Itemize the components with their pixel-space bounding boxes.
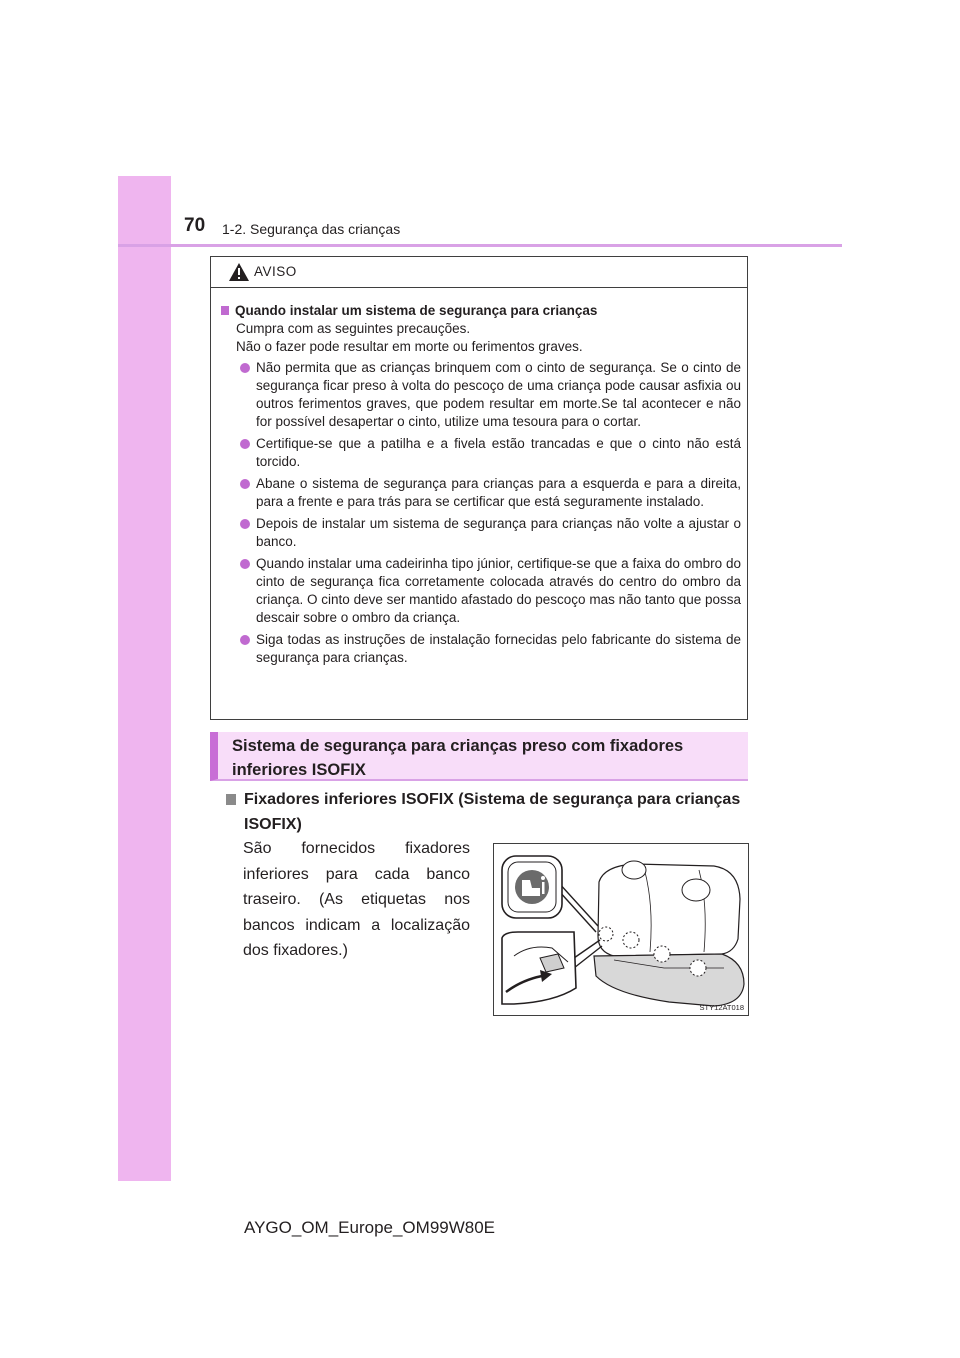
isofix-section-band (210, 732, 748, 781)
warning-heading (221, 302, 741, 320)
sidebar-tab (118, 176, 171, 1181)
warning-triangle-icon (228, 262, 250, 282)
isofix-seat-illustration (493, 843, 749, 1016)
list-item (240, 435, 741, 471)
list-item-text: Certifique-se que a patilha e a fivela estão trancadas e que o cinto não está torcido. (256, 436, 741, 469)
warning-heading-text: Quando instalar um sistema de segurança para crianças (235, 303, 598, 318)
list-item-text: Abane o sistema de segurança para crianças para a esquerda e para a direita, para a frente e para trás para se certificar que está seguramente instalado. (256, 476, 741, 509)
seat-drawing (494, 844, 748, 1015)
warning-intro-line: Cumpra com as seguintes precauções. (236, 321, 471, 336)
warning-intro-line: Não o fazer pode resultar em morte ou ferimentos graves. (236, 339, 583, 354)
list-item-text: Depois de instalar um sistema de segurança para crianças não volte a ajustar o banco. (256, 516, 741, 549)
figure-code: STY12AT018 (699, 1003, 744, 1012)
list-item (240, 475, 741, 511)
list-item (240, 631, 741, 667)
dot-bullet-icon (240, 635, 250, 645)
list-item (240, 359, 741, 431)
section-header: 1-2. Segurança das crianças (222, 221, 401, 237)
dot-bullet-icon (240, 363, 250, 373)
isofix-subheading (226, 787, 746, 837)
square-bullet-icon (226, 794, 236, 805)
page-number: 70 (184, 215, 206, 236)
list-item (240, 555, 741, 627)
dot-bullet-icon (240, 519, 250, 529)
list-item-text: Não permita que as crianças brinquem com o cinto de segurança. Se o cinto de segurança ficar preso à volta do pescoço de uma criança pode causar asfixia ou outros ferimentos graves, que podem resultar em morte.Se tal acontecer e não for possível desapertar o cinto, utilize uma tesoura para o cortar. (256, 360, 741, 429)
warning-box (210, 256, 748, 720)
warning-title: AVISO (254, 264, 297, 279)
list-item (240, 515, 741, 551)
list-item-text: Quando instalar uma cadeirinha tipo júnior, certifique-se que a faixa do ombro do cinto de segurança fica corretamente colocada através do centro do ombro da criança. O cinto deve ser mantido afastado do pescoço mas não tanto que possa descair sobre o ombro da criança. (256, 556, 741, 625)
isofix-paragraph: São fornecidos fixadores inferiores para cada banco traseiro. (As etiquetas nos bancos indicam a localização dos fixadores.) (243, 840, 470, 959)
dot-bullet-icon (240, 439, 250, 449)
isofix-section-title: Sistema de segurança para crianças preso com fixadores inferiores ISOFIX (232, 737, 684, 779)
warning-list (221, 359, 741, 667)
header-rule (118, 244, 842, 247)
list-item-text: Siga todas as instruções de instalação fornecidas pelo fabricante do sistema de segurança para crianças. (256, 632, 741, 665)
isofix-subheading-text: Fixadores inferiores ISOFIX (Sistema de segurança para crianças ISOFIX) (244, 791, 741, 833)
dot-bullet-icon (240, 479, 250, 489)
warning-intro (221, 320, 741, 356)
footer-doc-id: AYGO_OM_Europe_OM99W80E (244, 1218, 496, 1237)
dot-bullet-icon (240, 559, 250, 569)
warning-body (211, 288, 747, 667)
warning-header (211, 257, 747, 288)
square-bullet-icon (221, 306, 229, 315)
